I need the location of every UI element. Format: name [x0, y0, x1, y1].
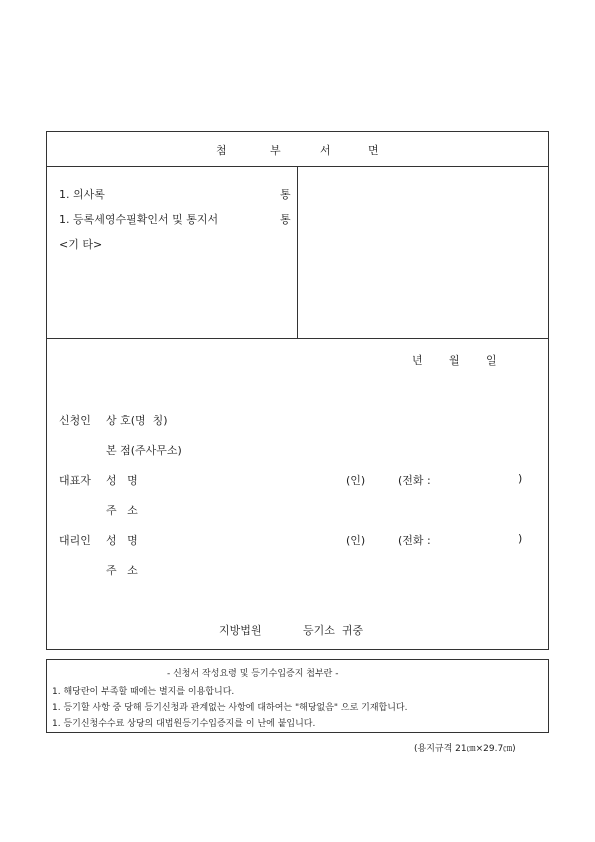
- attachments-header-char-3: 서: [320, 144, 331, 157]
- attachments-divider: [297, 166, 298, 338]
- agent-address-label: 주 소: [106, 564, 138, 577]
- attachments-bottom-line: [46, 338, 549, 339]
- representative-role: 대표자: [59, 474, 91, 487]
- agent-name-label: 성 명: [106, 534, 138, 547]
- representative-phone-label: (전화 :: [398, 474, 431, 487]
- notes-title: - 신청서 작성요령 및 등기수입증지 첩부란 -: [167, 669, 339, 679]
- notes-line-3: 1. 등기신청수수료 상당의 대법원등기수입증지를 이 난에 붙입니다.: [52, 719, 316, 729]
- attachments-header-char-2: 부: [270, 144, 281, 157]
- agent-phone-label: (전화 :: [398, 534, 431, 547]
- addressee-registry: 등기소 귀중: [303, 624, 364, 637]
- representative-name-label: 성 명: [106, 474, 138, 487]
- attachment-item-other: <기 타>: [59, 238, 103, 251]
- applicant-role: 신청인: [59, 414, 91, 427]
- representative-address-label: 주 소: [106, 504, 138, 517]
- representative-phone-close: ): [518, 472, 523, 485]
- attachments-header-char-1: 첨: [216, 144, 227, 157]
- date-month-label: 월: [449, 354, 460, 367]
- attachment-item-tax-receipt: 1. 등록세영수필확인서 및 통지서: [59, 213, 219, 226]
- attachment-item-minutes-unit: 통: [280, 188, 291, 201]
- paper-size-note: (용지규격 21㎝×29.7㎝): [414, 744, 516, 754]
- notes-line-2: 1. 등기할 사항 중 당해 등기신청과 관계없는 사항에 대하여는 "해당없음" 으로 기재합니다.: [52, 703, 408, 713]
- agent-seal: (인): [346, 534, 366, 547]
- notes-line-1: 1. 해당란이 부족할 때에는 별지를 이용합니다.: [52, 687, 235, 697]
- agent-phone-close: ): [518, 532, 523, 545]
- attachment-item-tax-receipt-unit: 통: [280, 213, 291, 226]
- addressee-court: 지방법원: [219, 624, 262, 637]
- date-day-label: 일: [486, 354, 497, 367]
- applicant-trade-name-label: 상 호(명 칭): [106, 414, 168, 427]
- attachment-item-minutes: 1. 의사록: [59, 188, 105, 201]
- representative-seal: (인): [346, 474, 366, 487]
- agent-role: 대리인: [59, 534, 91, 547]
- applicant-head-office-label: 본 점(주사무소): [106, 444, 182, 457]
- attachments-header-char-4: 면: [368, 144, 379, 157]
- date-year-label: 년: [412, 354, 423, 367]
